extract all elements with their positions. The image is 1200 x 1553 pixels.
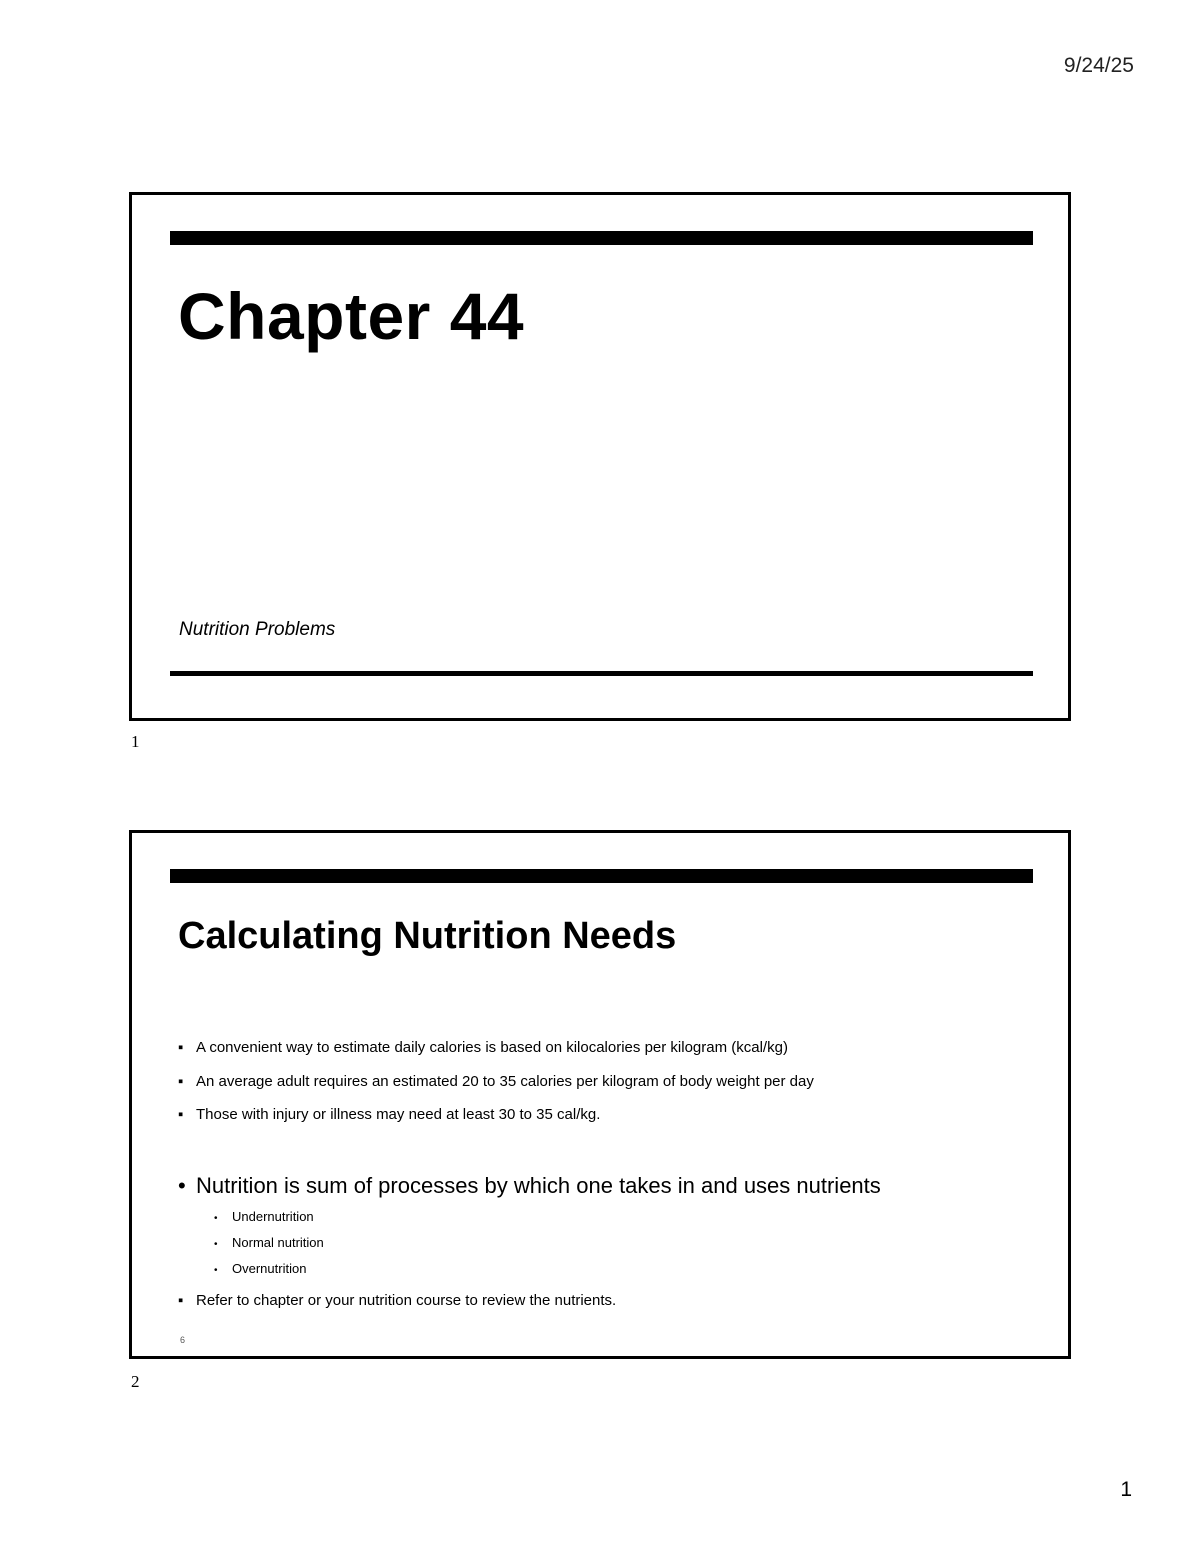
bottom-rule (170, 671, 1033, 676)
list-item: ▪ Those with injury or illness may need at least 30 to 35 cal/kg. (178, 1106, 601, 1123)
slide-number: 1 (131, 732, 140, 751)
bullet-icon: ▪ (178, 1073, 184, 1090)
slide-2 (129, 830, 1071, 1359)
page-date: 9/24/25 (1063, 54, 1134, 77)
slide-footer-mark: 6 (180, 1335, 186, 1345)
slide-title: Chapter 44 (178, 279, 525, 353)
bullet-icon: • (178, 1173, 186, 1198)
slide-title: Calculating Nutrition Needs (178, 915, 677, 957)
slide-subtitle: Nutrition Problems (179, 619, 336, 640)
bullet-icon: ▪ (178, 1106, 184, 1123)
list-item: ▪ An average adult requires an estimated 20 to 35 calories per kilogram of body weight per day (178, 1073, 814, 1090)
slide-1 (129, 192, 1071, 721)
list-item: ▪ Refer to chapter or your nutrition course to review the nutrients. (178, 1292, 617, 1309)
sub-list-item: • Normal nutrition (214, 1235, 324, 1250)
bullet-icon: • (214, 1239, 218, 1250)
top-rule (170, 869, 1033, 883)
page-number: 1 (1120, 1478, 1132, 1501)
bullet-icon: ▪ (178, 1292, 184, 1309)
list-item: • Nutrition is sum of processes by which one takes in and uses nutrients (178, 1173, 881, 1198)
sub-list-item: • Undernutrition (214, 1209, 314, 1224)
bullet-icon: • (214, 1213, 218, 1224)
list-item: ▪ A convenient way to estimate daily calories is based on kilocalories per kilogram (kcal/kg) (178, 1039, 788, 1056)
bullet-icon: ▪ (178, 1039, 184, 1056)
bullet-icon: • (214, 1265, 218, 1276)
slide-number: 2 (131, 1372, 140, 1391)
sub-list-item: • Overnutrition (214, 1261, 307, 1276)
top-rule (170, 231, 1033, 245)
